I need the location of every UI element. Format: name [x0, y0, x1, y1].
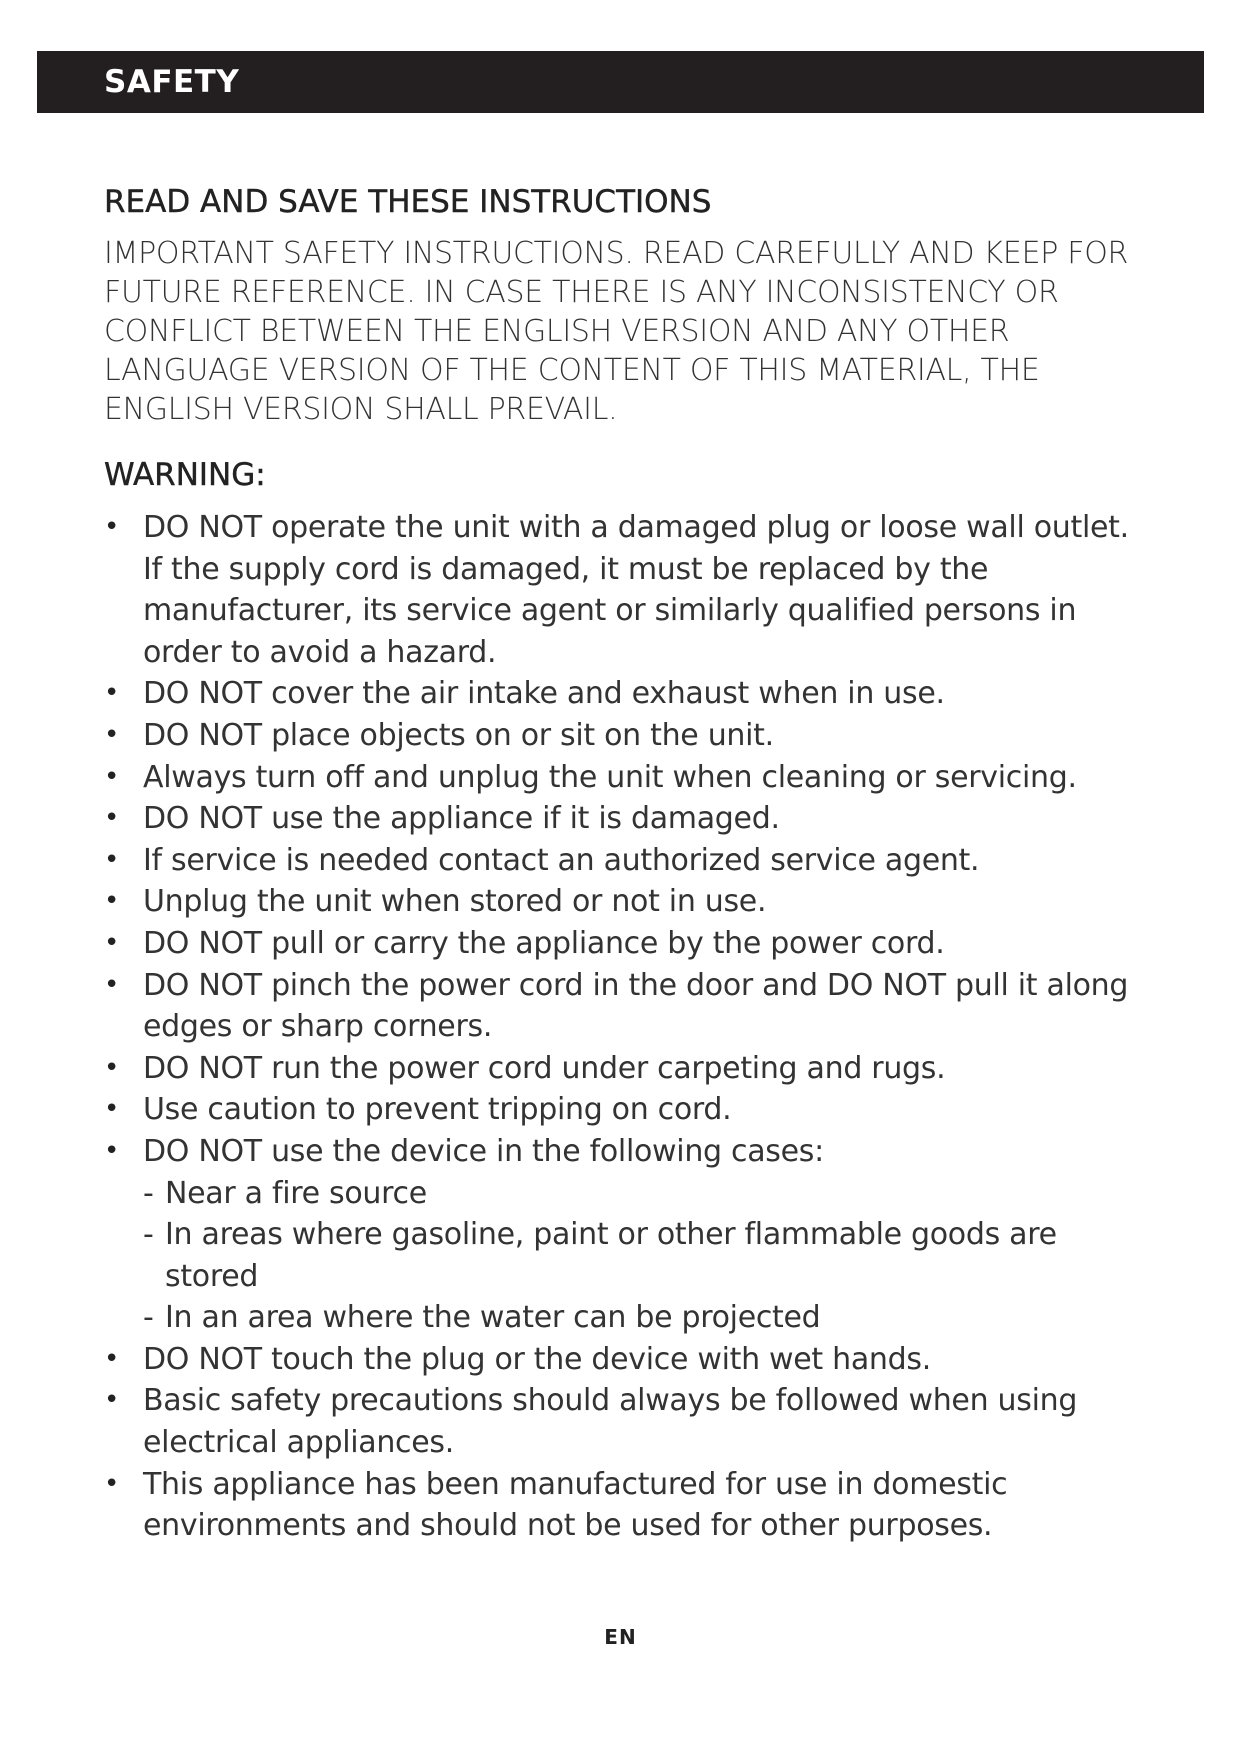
warning-item [104, 1380, 1134, 1463]
warning-item [104, 923, 1134, 965]
safety-content [104, 180, 1134, 1547]
warning-item-text: Use caution to prevent tripping on cord. [143, 1092, 732, 1128]
warning-item-text: If service is needed contact an authorized service agent. [143, 842, 980, 878]
page-language-label: EN [604, 1625, 637, 1649]
warning-item-text: DO NOT use the appliance if it is damaged. [143, 801, 780, 837]
warning-subitem-text: Near a fire source [165, 1175, 427, 1211]
warning-item [104, 1089, 1134, 1131]
warning-item-text: Always turn off and unplug the unit when cleaning or servicing. [143, 759, 1077, 795]
bullet-icon: • [104, 1468, 120, 1499]
bullet-icon: • [104, 678, 120, 709]
warning-item [104, 798, 1134, 840]
warning-item [104, 1464, 1134, 1547]
bullet-icon: • [104, 803, 120, 834]
bullet-icon: • [104, 761, 120, 792]
bullet-icon: • [104, 512, 120, 542]
bullet-icon: • [104, 969, 120, 1000]
warning-subitem-text: In areas where gasoline, paint or other flammable goods are stored [165, 1217, 1057, 1294]
dash-icon: - [143, 1175, 154, 1211]
warning-item [104, 881, 1134, 923]
warning-item [104, 1339, 1134, 1381]
section-header-title: SAFETY [104, 64, 240, 100]
bullet-icon: • [104, 1385, 120, 1416]
warning-item-text: Unplug the unit when stored or not in use. [143, 884, 767, 920]
bullet-icon: • [104, 719, 120, 750]
warning-item [104, 965, 1134, 1048]
warning-item [104, 840, 1134, 882]
warning-item [104, 715, 1134, 757]
intro-paragraph: IMPORTANT SAFETY INSTRUCTIONS. READ CAREFULLY AND KEEP FOR FUTURE REFERENCE. IN CASE THERE IS ANY INCONSISTENCY OR CONFLICT BETWEEN THE ENGLISH VERSION AND ANY OTHER LANGUAGE VERSION OF THE CONTENT OF THIS MATERIAL, THE ENGLISH VERSION SHALL PREVAIL. [104, 236, 1129, 427]
warning-item-text: DO NOT pull or carry the appliance by the power cord. [143, 925, 945, 961]
warning-item-text: DO NOT run the power cord under carpeting and rugs. [143, 1050, 946, 1086]
warning-item [104, 507, 1134, 673]
warning-list [104, 507, 1134, 1547]
bullet-icon: • [104, 886, 120, 917]
warning-item-text: DO NOT place objects on or sit on the unit. [143, 717, 774, 753]
warning-item [104, 1131, 1134, 1339]
section-header-bar [37, 51, 1204, 113]
warning-item-text: Basic safety precautions should always be followed when using electrical appliances. [143, 1383, 1078, 1461]
warning-subitem [143, 1173, 1134, 1215]
bullet-icon: • [104, 927, 120, 958]
bullet-icon: • [104, 1343, 120, 1374]
warning-item-text: DO NOT touch the plug or the device with wet hands. [143, 1341, 931, 1377]
warning-heading: WARNING: [104, 457, 266, 493]
warning-subitem [143, 1297, 1134, 1339]
warning-subitem-text: In an area where the water can be projected [165, 1300, 821, 1336]
warning-subitem-list [143, 1173, 1134, 1339]
warning-item-text: DO NOT operate the unit with a damaged plug or loose wall outlet. If the supply cord is damaged, it must be replaced by the manufacturer, its service agent or similarly qualified persons in order to avoid a hazard. [143, 510, 1129, 670]
warning-item [104, 1048, 1134, 1090]
warning-subitem [143, 1214, 1134, 1297]
bullet-icon: • [104, 1135, 120, 1166]
warning-item-text: This appliance has been manufactured for use in domestic environments and should not be used for other purposes. [143, 1466, 1008, 1544]
warning-item-text: DO NOT cover the air intake and exhaust when in use. [143, 676, 945, 712]
bullet-icon: • [104, 1094, 120, 1125]
bullet-icon: • [104, 1052, 120, 1083]
section-title: READ AND SAVE THESE INSTRUCTIONS [104, 184, 712, 220]
warning-item [104, 673, 1134, 715]
dash-icon: - [143, 1217, 154, 1253]
warning-item [104, 757, 1134, 799]
bullet-icon: • [104, 844, 120, 875]
dash-icon: - [143, 1300, 154, 1336]
warning-item-text: DO NOT use the device in the following cases: [143, 1133, 824, 1169]
warning-item-text: DO NOT pinch the power cord in the door and DO NOT pull it along edges or sharp corners. [143, 967, 1129, 1045]
